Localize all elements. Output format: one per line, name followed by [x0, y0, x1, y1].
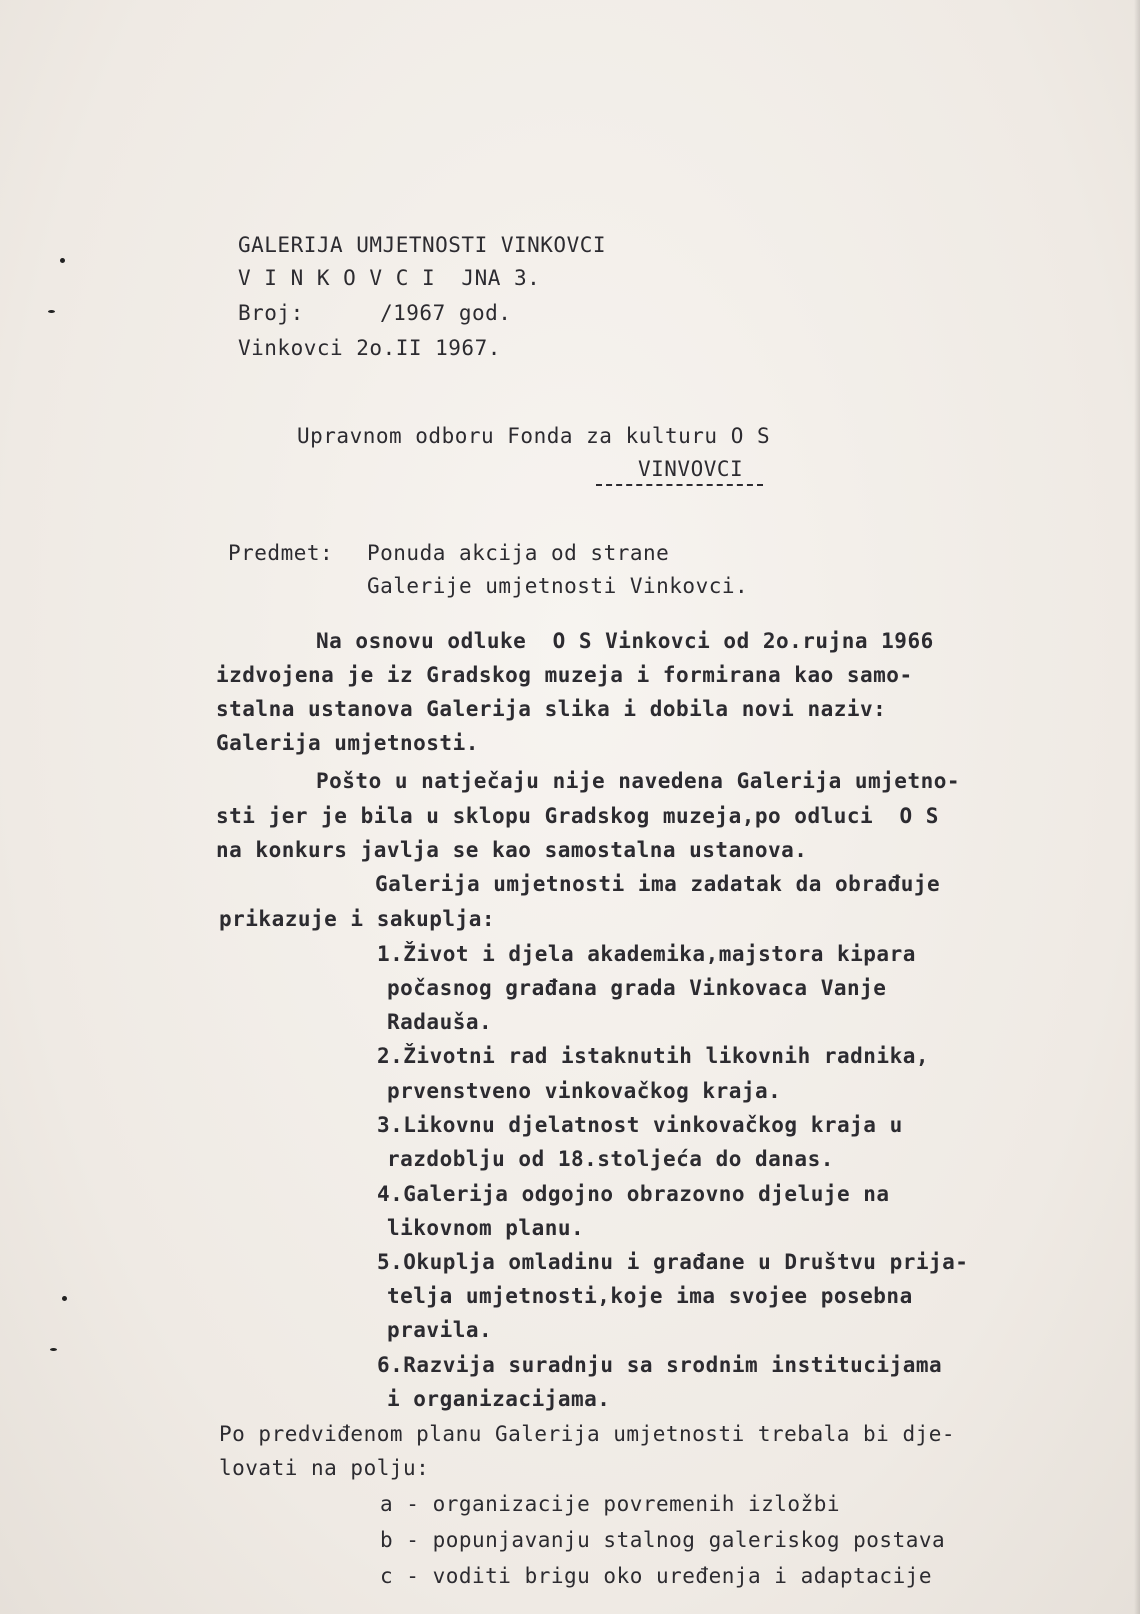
body-line: Pošto u natječaju nije navedena Galerija umjetno-	[316, 769, 961, 793]
body-line: Na osnovu odluke O S Vinkovci od 2o.rujna 1966	[316, 629, 934, 653]
institution-name: GALERIJA UMJETNOSTI VINKOVCI	[238, 233, 607, 257]
task-item: 6.Razvija suradnju sa srodnim institucijama	[377, 1353, 943, 1377]
body-line: Galerija umjetnosti.	[216, 731, 479, 755]
body-line: prikazuje i sakuplja:	[219, 907, 496, 931]
letter-date: Vinkovci 2o.II 1967.	[238, 336, 501, 360]
page-edge-shadow	[1134, 0, 1140, 1614]
task-item-continuation: počasnog građana grada Vinkovaca Vanje	[387, 976, 887, 1000]
plan-item: a - organizacije povremenih izložbi	[380, 1492, 841, 1516]
task-item: 2.Životni rad istaknutih likovnih radnika,	[377, 1044, 930, 1068]
body-line: izdvojena je iz Gradskog muzeja i formirana kao samo-	[216, 663, 913, 687]
body-line: na konkurs javlja se kao samostalna ustanova.	[216, 838, 808, 862]
institution-address: V I N K O V C I JNA 3.	[238, 266, 541, 290]
task-item: 1.Život i djela akademika,majstora kipara	[377, 942, 916, 966]
task-item-continuation: Radauša.	[387, 1010, 493, 1034]
punch-hole-mark	[60, 258, 65, 263]
punch-hole-mark	[48, 310, 55, 313]
subject-label: Predmet:	[228, 541, 334, 565]
task-item-continuation: likovnom planu.	[387, 1216, 585, 1240]
subject-line: Ponuda akcija od strane	[367, 541, 670, 565]
task-item-continuation: razdoblju od 18.stoljeća do danas.	[387, 1147, 834, 1171]
task-item-continuation: pravila.	[387, 1318, 493, 1342]
body-line: Po predviđenom planu Galerija umjetnosti trebala bi dje-	[219, 1422, 956, 1446]
recipient-city: VINVOVCI	[596, 459, 763, 486]
body-line: Galerija umjetnosti ima zadatak da obrađuje	[375, 872, 941, 896]
body-line: lovati na polju:	[219, 1456, 430, 1480]
task-item-continuation: telja umjetnosti,koje ima svojee posebna	[387, 1284, 913, 1308]
plan-item: c - voditi brigu oko uređenja i adaptacije	[380, 1564, 933, 1588]
task-item-continuation: i organizacijama.	[387, 1387, 611, 1411]
reference-number-value: /1967 god.	[380, 301, 512, 325]
task-item: 3.Likovnu djelatnost vinkovačkog kraja u	[377, 1113, 903, 1137]
task-item: 4.Galerija odgojno obrazovno djeluje na	[377, 1182, 890, 1206]
recipient-line: Upravnom odboru Fonda za kulturu O S	[297, 424, 771, 448]
reference-number-label: Broj:	[238, 301, 304, 325]
punch-hole-mark	[62, 1296, 67, 1301]
task-item-continuation: prvenstveno vinkovačkog kraja.	[387, 1079, 782, 1103]
subject-line: Galerije umjetnosti Vinkovci.	[367, 574, 749, 598]
task-item: 5.Okuplja omladinu i građane u Društvu prija-	[377, 1250, 969, 1274]
plan-item: b - popunjavanju stalnog galeriskog postava	[380, 1528, 946, 1552]
body-line: sti jer je bila u sklopu Gradskog muzeja,po odluci O S	[216, 804, 939, 828]
punch-hole-mark	[50, 1348, 57, 1351]
body-line: stalna ustanova Galerija slika i dobila novi naziv:	[216, 697, 887, 721]
